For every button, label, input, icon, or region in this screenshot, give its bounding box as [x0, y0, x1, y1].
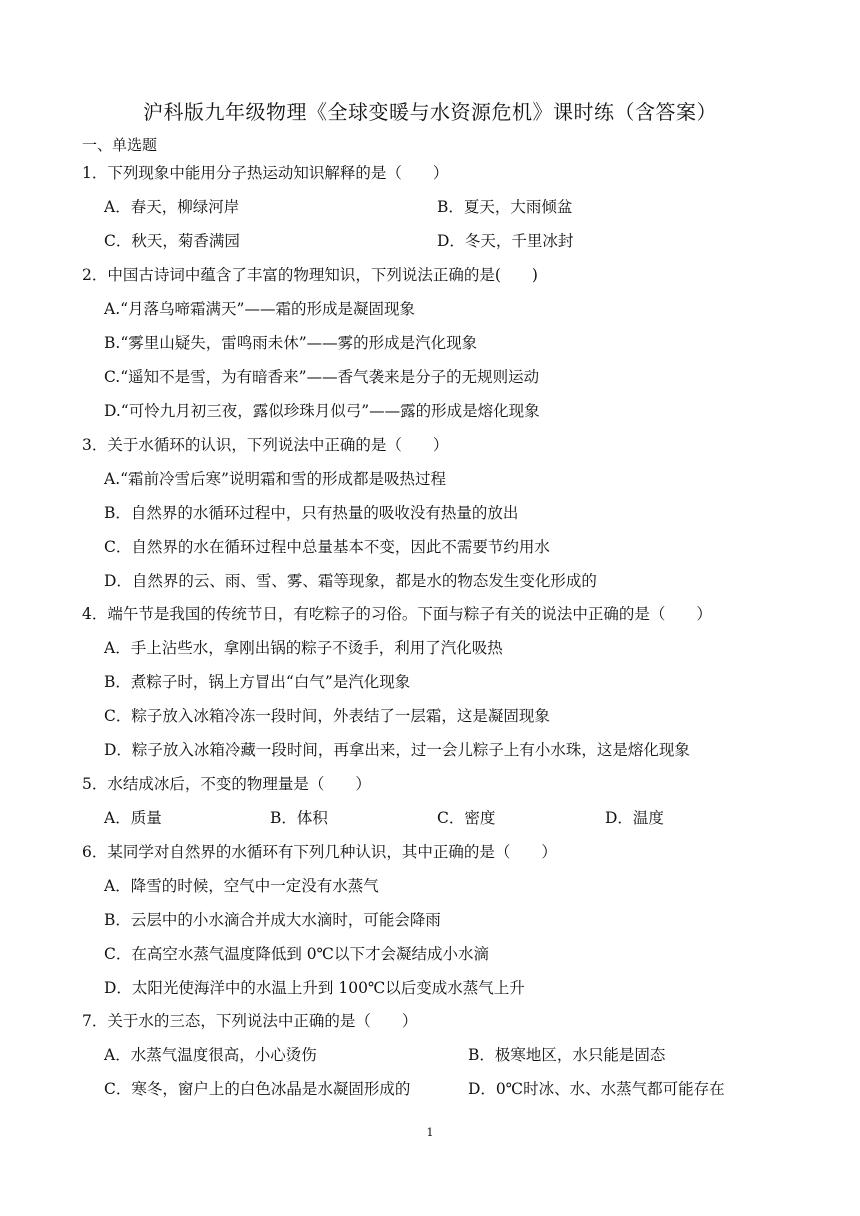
question-7-option-d: D．0℃时冰、水、水蒸气都可能存在	[468, 1080, 725, 1098]
question-4-option-b: B．煮粽子时，锅上方冒出“白气”是汽化现象	[104, 673, 411, 691]
question-6-stem: 6．某同学对自然界的水循环有下列几种认识，其中正确的是（ ）	[82, 843, 557, 861]
question-1-option-b: B．夏天，大雨倾盆	[437, 198, 573, 216]
question-7-option-c: C．寒冬，窗户上的白色冰晶是水凝固形成的	[104, 1080, 411, 1098]
question-7-stem: 7．关于水的三态，下列说法中正确的是（ ）	[82, 1012, 418, 1030]
question-2-option-d: D.“可怜九月初三夜，露似珍珠月似弓”——露的形成是熔化现象	[104, 402, 540, 420]
question-4-stem: 4．端午节是我国的传统节日，有吃粽子的习俗。下面与粽子有关的说法中正确的是（ ）	[82, 605, 712, 623]
question-1-option-a: A．春天，柳绿河岸	[104, 198, 240, 216]
question-4-option-c: C．粽子放入冰箱冷冻一段时间，外表结了一层霜，这是凝固现象	[104, 707, 550, 725]
question-7-option-a: A．水蒸气温度很高，小心烫伤	[104, 1046, 317, 1064]
question-6-option-b: B．云层中的小水滴合并成大水滴时，可能会降雨	[104, 911, 441, 929]
question-3-option-c: C．自然界的水在循环过程中总量基本不变，因此不需要节约用水	[104, 538, 550, 556]
question-1-option-d: D．冬天，千里冰封	[437, 232, 574, 250]
question-3-option-d: D．自然界的云、雨、雪、雾、霜等现象，都是水的物态发生变化形成的	[104, 572, 597, 590]
question-5-option-b: B．体积	[270, 809, 328, 827]
question-5-option-c: C．密度	[437, 809, 496, 827]
question-3-option-b: B．自然界的水循环过程中，只有热量的吸收没有热量的放出	[104, 504, 519, 522]
question-3-option-a: A.“霜前冷雪后寒”说明霜和雪的形成都是吸热过程	[104, 470, 446, 488]
question-3-stem: 3．关于水循环的认识，下列说法中正确的是（ ）	[82, 436, 449, 454]
question-4-option-d: D．粽子放入冰箱冷藏一段时间，再拿出来，过一会儿粽子上有小水珠，这是熔化现象	[104, 741, 690, 759]
question-2-option-b: B.“雾里山疑失，雷鸣雨未休”——雾的形成是汽化现象	[104, 334, 478, 352]
question-5-option-a: A．质量	[104, 809, 162, 827]
question-2-stem: 2．中国古诗词中蕴含了丰富的物理知识，下列说法正确的是( )	[82, 266, 538, 284]
question-2-option-a: A.“月落乌啼霜满天”——霜的形成是凝固现象	[104, 300, 415, 318]
question-5-stem: 5．水结成冰后，不变的物理量是（ ）	[82, 775, 371, 793]
question-6-option-c: C．在高空水蒸气温度降低到 0℃以下才会凝结成小水滴	[104, 945, 489, 963]
question-4-option-a: A．手上沾些水，拿刚出锅的粽子不烫手，利用了汽化吸热	[104, 639, 503, 657]
page-title: 沪科版九年级物理《全球变暖与水资源危机》课时练（含答案）	[143, 100, 717, 124]
question-5-option-d: D．温度	[605, 809, 664, 827]
section-heading: 一、单选题	[82, 136, 158, 154]
question-1-stem: 1．下列现象中能用分子热运动知识解释的是（ ）	[82, 164, 449, 182]
question-6-option-a: A．降雪的时候，空气中一定没有水蒸气	[104, 877, 379, 895]
question-7-option-b: B．极寒地区，水只能是固态	[468, 1046, 666, 1064]
question-1-option-c: C．秋天，菊香满园	[104, 232, 240, 250]
question-6-option-d: D．太阳光使海洋中的水温上升到 100℃以后变成水蒸气上升	[104, 979, 525, 997]
question-2-option-c: C.“遥知不是雪，为有暗香来”——香气袭来是分子的无规则运动	[104, 368, 540, 386]
page-number: 1	[426, 1126, 434, 1139]
